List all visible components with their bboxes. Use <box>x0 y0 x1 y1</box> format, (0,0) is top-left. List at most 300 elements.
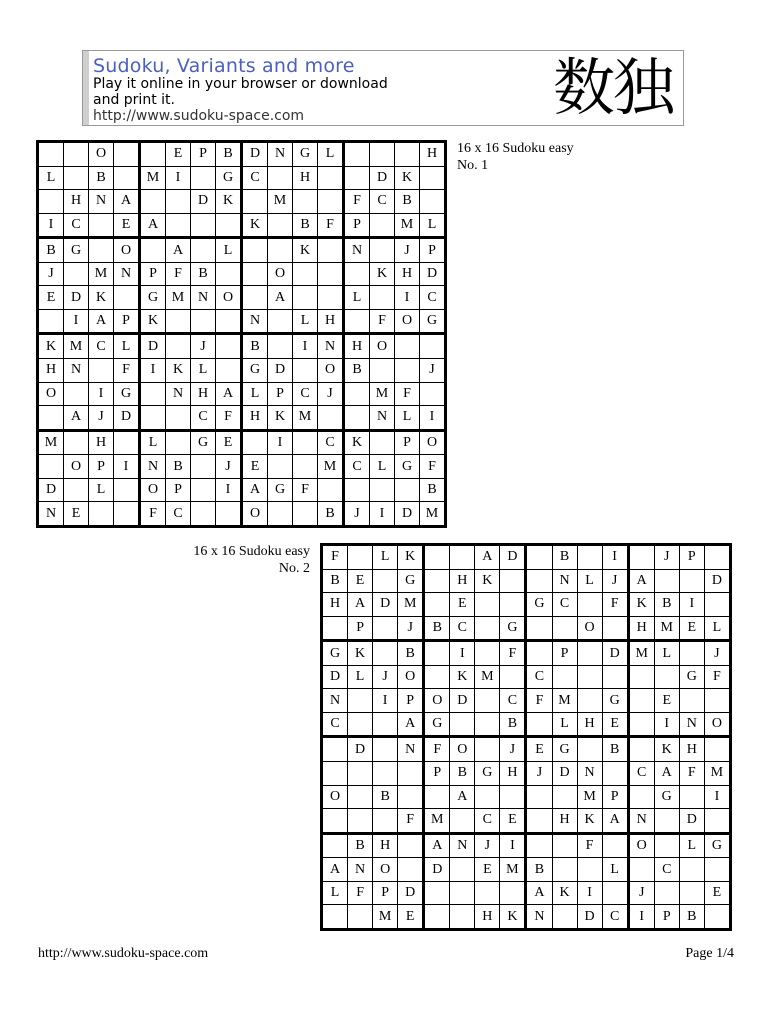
grid-cell: O <box>424 689 450 713</box>
grid-cell: C <box>526 665 552 689</box>
grid-cell <box>475 616 500 641</box>
puzzle-2-title: 16 x 16 Sudoku easy <box>193 544 310 559</box>
grid-cell: O <box>268 262 293 286</box>
grid-cell: L <box>89 478 114 502</box>
grid-cell: C <box>475 809 500 834</box>
grid-cell: M <box>140 166 166 190</box>
grid-cell <box>114 286 140 310</box>
grid-cell: M <box>370 382 395 406</box>
grid-cell: K <box>500 905 526 930</box>
grid-cell: G <box>114 382 140 406</box>
grid-cell: C <box>552 593 577 617</box>
grid-cell: J <box>344 502 370 527</box>
grid-cell: L <box>373 545 398 570</box>
grid-cell <box>475 689 500 713</box>
grid-cell <box>268 455 293 479</box>
grid-cell <box>628 689 654 713</box>
grid-cell <box>318 478 344 502</box>
grid-cell: G <box>420 309 446 334</box>
grid-cell: P <box>348 616 373 641</box>
grid-cell <box>322 905 348 930</box>
grid-cell <box>38 190 64 214</box>
grid-cell: L <box>552 712 577 737</box>
grid-cell <box>318 190 344 214</box>
grid-cell <box>370 430 395 455</box>
grid-cell <box>216 334 242 359</box>
grid-row <box>322 689 731 713</box>
grid-row <box>322 809 731 834</box>
grid-cell: A <box>475 545 500 570</box>
grid-cell: L <box>191 359 216 383</box>
grid-cell: N <box>344 238 370 263</box>
grid-cell <box>348 785 373 809</box>
grid-cell: L <box>420 213 446 238</box>
grid-cell: K <box>348 641 373 666</box>
banner-title: Sudoku, Variants and more <box>93 55 355 77</box>
grid-cell: P <box>395 430 420 455</box>
grid-cell: I <box>679 593 704 617</box>
banner-tagline-line2: and print it. <box>93 92 175 108</box>
grid-cell: M <box>89 262 114 286</box>
grid-cell <box>526 545 552 570</box>
grid-cell <box>114 478 140 502</box>
grid-cell: B <box>166 455 191 479</box>
grid-cell <box>64 478 89 502</box>
grid-cell <box>114 430 140 455</box>
grid-row <box>322 569 731 593</box>
grid-cell <box>373 762 398 786</box>
grid-cell: P <box>398 689 424 713</box>
grid-cell: K <box>475 569 500 593</box>
grid-cell: N <box>89 190 114 214</box>
grid-cell: H <box>679 737 704 762</box>
grid-cell <box>318 262 344 286</box>
grid-cell: D <box>500 545 526 570</box>
grid-cell: N <box>348 858 373 882</box>
grid-cell: H <box>322 593 348 617</box>
grid-cell: K <box>628 593 654 617</box>
grid-cell <box>166 406 191 431</box>
grid-cell: O <box>64 455 89 479</box>
grid-cell: D <box>373 593 398 617</box>
grid-cell: N <box>577 762 602 786</box>
grid-cell: G <box>191 430 216 455</box>
grid-cell: E <box>216 430 242 455</box>
grid-cell: O <box>420 430 446 455</box>
grid-cell: A <box>268 286 293 310</box>
grid-cell <box>64 430 89 455</box>
grid-cell <box>114 166 140 190</box>
grid-cell: G <box>268 478 293 502</box>
grid-cell <box>526 833 552 858</box>
grid-cell: E <box>64 502 89 527</box>
grid-cell: F <box>140 502 166 527</box>
footer-url: http://www.sudoku-space.com <box>38 946 209 961</box>
grid-cell: J <box>318 382 344 406</box>
grid-cell: P <box>420 238 446 263</box>
grid-cell: H <box>38 359 64 383</box>
grid-cell <box>424 593 450 617</box>
grid-cell: C <box>191 406 216 431</box>
grid-cell: O <box>450 737 475 762</box>
grid-cell <box>140 406 166 431</box>
grid-row <box>38 238 446 263</box>
grid-cell <box>424 665 450 689</box>
banner-tagline-line1: Play it online in your browser or download <box>93 76 388 92</box>
grid-cell <box>191 502 216 527</box>
grid-cell: G <box>500 616 526 641</box>
grid-cell: F <box>500 641 526 666</box>
banner-url: http://www.sudoku-space.com <box>93 108 305 124</box>
grid-cell <box>450 858 475 882</box>
grid-cell <box>370 359 395 383</box>
grid-cell: K <box>242 213 268 238</box>
grid-cell <box>373 737 398 762</box>
grid-cell: J <box>475 833 500 858</box>
grid-cell <box>552 785 577 809</box>
grid-cell: C <box>602 905 628 930</box>
grid-cell <box>500 569 526 593</box>
grid-cell <box>552 858 577 882</box>
grid-row <box>322 762 731 786</box>
grid-cell: E <box>242 455 268 479</box>
grid-cell <box>322 833 348 858</box>
grid-cell: C <box>293 382 318 406</box>
grid-cell <box>577 689 602 713</box>
grid-cell <box>89 359 114 383</box>
grid-cell: D <box>552 762 577 786</box>
grid-cell <box>628 712 654 737</box>
grid-cell <box>500 665 526 689</box>
grid-cell <box>526 569 552 593</box>
grid-cell <box>242 238 268 263</box>
grid-cell: I <box>450 641 475 666</box>
grid-cell: J <box>373 665 398 689</box>
grid-cell <box>704 905 730 930</box>
grid-cell: P <box>268 382 293 406</box>
grid-cell: O <box>322 785 348 809</box>
grid-cell: E <box>475 858 500 882</box>
grid-cell: I <box>628 905 654 930</box>
grid-cell: P <box>602 785 628 809</box>
grid-cell <box>370 213 395 238</box>
grid-cell <box>140 142 166 167</box>
grid-cell: G <box>64 238 89 263</box>
grid-cell <box>216 502 242 527</box>
grid-cell: K <box>140 309 166 334</box>
grid-cell: F <box>420 455 446 479</box>
grid-cell: J <box>191 334 216 359</box>
grid-cell: F <box>318 213 344 238</box>
grid-cell: O <box>318 359 344 383</box>
grid-cell: K <box>166 359 191 383</box>
grid-cell: O <box>89 142 114 167</box>
puzzle-2-number: No. 2 <box>278 561 310 576</box>
grid-cell <box>526 616 552 641</box>
grid-cell: L <box>242 382 268 406</box>
grid-row <box>38 334 446 359</box>
grid-cell: J <box>602 569 628 593</box>
grid-cell: M <box>398 593 424 617</box>
grid-cell <box>370 478 395 502</box>
grid-cell: N <box>450 833 475 858</box>
grid-cell <box>268 334 293 359</box>
grid-cell <box>577 593 602 617</box>
grid-cell <box>577 858 602 882</box>
grid-cell: N <box>628 809 654 834</box>
grid-cell <box>552 905 577 930</box>
grid-cell <box>38 406 64 431</box>
grid-cell: A <box>114 190 140 214</box>
grid-cell <box>395 359 420 383</box>
grid-cell <box>348 545 373 570</box>
grid-cell: M <box>654 616 679 641</box>
grid-cell: C <box>166 502 191 527</box>
grid-cell: E <box>500 809 526 834</box>
grid-cell: L <box>322 881 348 905</box>
grid-cell: P <box>424 762 450 786</box>
grid-row <box>38 382 446 406</box>
grid-cell: F <box>348 881 373 905</box>
grid-cell: K <box>293 238 318 263</box>
grid-cell: G <box>552 737 577 762</box>
grid-cell <box>398 833 424 858</box>
grid-cell: C <box>420 286 446 310</box>
grid-cell: E <box>679 616 704 641</box>
grid-cell <box>704 809 730 834</box>
grid-cell: E <box>654 689 679 713</box>
grid-cell: I <box>293 334 318 359</box>
grid-cell <box>191 166 216 190</box>
grid-cell: O <box>398 665 424 689</box>
grid-cell: C <box>500 689 526 713</box>
grid-cell: A <box>322 858 348 882</box>
grid-cell: F <box>602 593 628 617</box>
grid-cell <box>704 689 730 713</box>
grid-cell <box>395 334 420 359</box>
grid-cell: A <box>450 785 475 809</box>
grid-cell: O <box>373 858 398 882</box>
grid-cell: G <box>216 166 242 190</box>
grid-cell: A <box>216 382 242 406</box>
grid-cell: M <box>166 286 191 310</box>
grid-cell <box>577 737 602 762</box>
grid-cell: J <box>38 262 64 286</box>
grid-cell: B <box>89 166 114 190</box>
grid-cell <box>475 737 500 762</box>
grid-cell: A <box>348 593 373 617</box>
grid-cell <box>242 262 268 286</box>
grid-cell: A <box>654 762 679 786</box>
grid-cell <box>450 905 475 930</box>
grid-cell <box>526 785 552 809</box>
grid-cell: J <box>526 762 552 786</box>
grid-cell <box>216 309 242 334</box>
grid-cell: K <box>398 545 424 570</box>
grid-row <box>322 616 731 641</box>
grid-cell: H <box>191 382 216 406</box>
grid-cell: B <box>602 737 628 762</box>
grid-cell: E <box>602 712 628 737</box>
grid-cell: A <box>526 881 552 905</box>
grid-cell: H <box>318 309 344 334</box>
grid-cell: A <box>166 238 191 263</box>
grid-row <box>322 785 731 809</box>
grid-cell: C <box>64 213 89 238</box>
grid-cell: B <box>344 359 370 383</box>
grid-cell: E <box>526 737 552 762</box>
grid-cell: O <box>577 616 602 641</box>
sudoku-grid-1 <box>36 140 447 528</box>
grid-cell: H <box>475 905 500 930</box>
grid-cell: I <box>602 545 628 570</box>
grid-cell <box>500 881 526 905</box>
grid-cell <box>322 809 348 834</box>
grid-cell: M <box>64 334 89 359</box>
grid-cell: K <box>216 190 242 214</box>
grid-cell <box>268 166 293 190</box>
grid-cell: I <box>89 382 114 406</box>
grid-cell: E <box>450 593 475 617</box>
grid-cell <box>500 785 526 809</box>
grid-cell: G <box>679 665 704 689</box>
grid-cell: I <box>268 430 293 455</box>
grid-cell: D <box>704 569 730 593</box>
grid-cell: N <box>552 569 577 593</box>
grid-cell <box>216 262 242 286</box>
grid-cell: A <box>424 833 450 858</box>
grid-cell <box>500 593 526 617</box>
grid-cell <box>424 641 450 666</box>
grid-cell: J <box>216 455 242 479</box>
grid-cell: H <box>500 762 526 786</box>
grid-cell: N <box>322 689 348 713</box>
grid-cell: D <box>370 166 395 190</box>
grid-row <box>38 166 446 190</box>
grid-cell <box>140 238 166 263</box>
grid-cell <box>64 142 89 167</box>
grid-cell: K <box>577 809 602 834</box>
grid-cell: J <box>89 406 114 431</box>
grid-cell <box>348 905 373 930</box>
grid-cell: N <box>526 905 552 930</box>
grid-cell: M <box>628 641 654 666</box>
grid-row <box>38 213 446 238</box>
grid-cell <box>704 737 730 762</box>
grid-cell: G <box>602 689 628 713</box>
grid-cell: F <box>577 833 602 858</box>
grid-row <box>38 502 446 527</box>
grid-row <box>38 262 446 286</box>
grid-cell: F <box>370 309 395 334</box>
grid-cell: P <box>89 455 114 479</box>
grid-cell: H <box>628 616 654 641</box>
grid-cell <box>679 569 704 593</box>
grid-cell <box>348 809 373 834</box>
grid-cell: I <box>216 478 242 502</box>
grid-cell: G <box>395 455 420 479</box>
grid-cell <box>268 309 293 334</box>
grid-cell: J <box>704 641 730 666</box>
grid-cell: C <box>370 190 395 214</box>
grid-cell <box>602 665 628 689</box>
grid-cell: B <box>373 785 398 809</box>
grid-cell: A <box>628 569 654 593</box>
grid-cell <box>654 665 679 689</box>
grid-cell: E <box>166 142 191 167</box>
grid-cell: O <box>140 478 166 502</box>
grid-cell: N <box>398 737 424 762</box>
grid-cell: P <box>552 641 577 666</box>
grid-cell: L <box>654 641 679 666</box>
grid-cell: P <box>191 142 216 167</box>
grid-cell <box>293 455 318 479</box>
grid-cell: I <box>420 406 446 431</box>
grid-cell <box>166 334 191 359</box>
grid-cell: C <box>628 762 654 786</box>
grid-cell: N <box>191 286 216 310</box>
grid-cell: J <box>395 238 420 263</box>
grid-row <box>322 665 731 689</box>
grid-cell: L <box>38 166 64 190</box>
grid-cell <box>89 213 114 238</box>
grid-cell: L <box>140 430 166 455</box>
grid-cell: L <box>395 406 420 431</box>
grid-cell <box>424 569 450 593</box>
grid-cell <box>89 238 114 263</box>
grid-cell <box>577 545 602 570</box>
grid-cell <box>395 142 420 167</box>
grid-cell: E <box>348 569 373 593</box>
grid-cell <box>373 712 398 737</box>
grid-cell: D <box>38 478 64 502</box>
grid-cell: P <box>344 213 370 238</box>
grid-row <box>322 641 731 666</box>
grid-cell: D <box>348 737 373 762</box>
grid-cell <box>373 809 398 834</box>
grid-cell: J <box>654 545 679 570</box>
grid-cell: B <box>654 593 679 617</box>
grid-row <box>322 858 731 882</box>
grid-cell: B <box>526 858 552 882</box>
grid-cell <box>628 545 654 570</box>
grid-row <box>38 286 446 310</box>
grid-cell <box>450 809 475 834</box>
grid-cell <box>654 809 679 834</box>
grid-cell: J <box>420 359 446 383</box>
grid-cell <box>450 712 475 737</box>
grid-cell <box>475 881 500 905</box>
grid-cell: O <box>242 502 268 527</box>
grid-cell <box>679 858 704 882</box>
grid-cell: I <box>64 309 89 334</box>
grid-cell <box>398 858 424 882</box>
grid-cell: J <box>628 881 654 905</box>
grid-cell: M <box>475 665 500 689</box>
grid-cell: G <box>242 359 268 383</box>
grid-cell: F <box>704 665 730 689</box>
grid-cell: F <box>216 406 242 431</box>
grid-cell <box>293 359 318 383</box>
grid-cell <box>268 502 293 527</box>
puzzle-2-caption <box>193 543 310 577</box>
grid-cell: K <box>654 737 679 762</box>
grid-cell: D <box>420 262 446 286</box>
grid-cell <box>89 502 114 527</box>
grid-cell: B <box>318 502 344 527</box>
grid-cell <box>322 616 348 641</box>
grid-row <box>322 905 731 930</box>
